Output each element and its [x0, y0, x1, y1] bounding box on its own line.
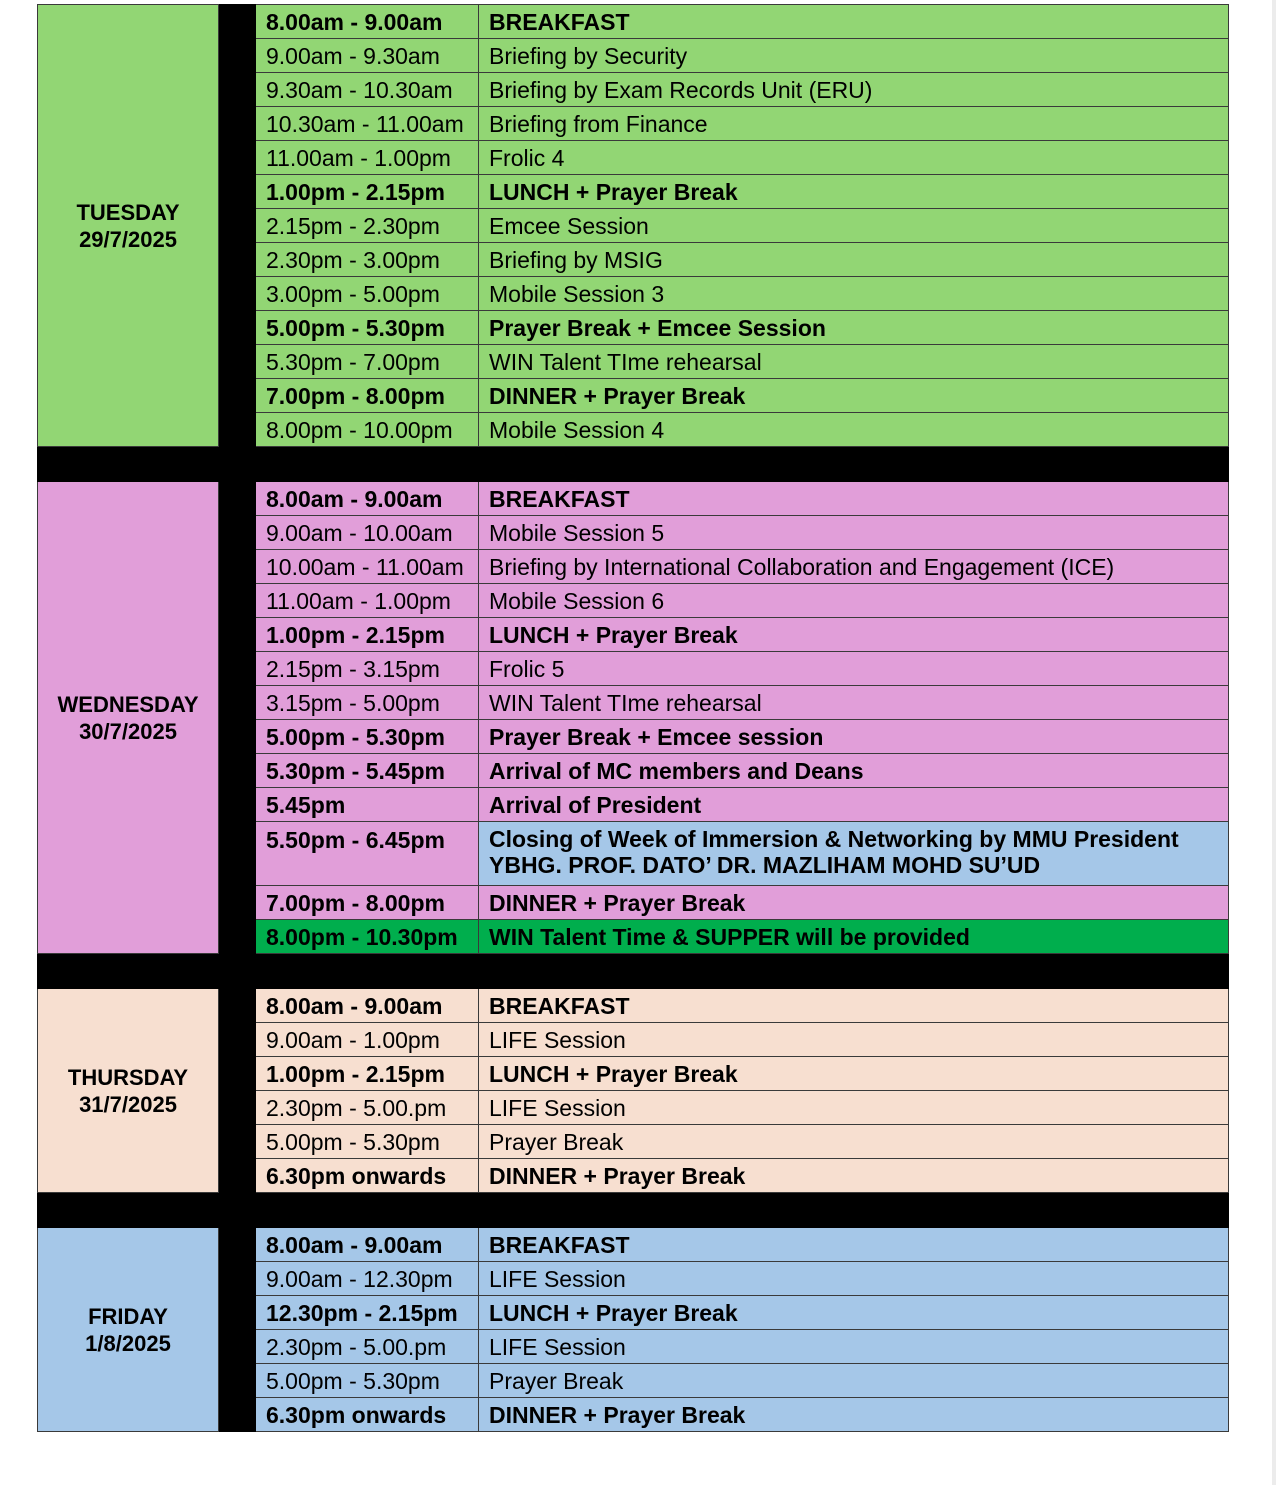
activity-cell: Briefing from Finance [479, 107, 1229, 141]
activity-cell: Prayer Break + Emcee session [479, 720, 1229, 754]
black-bar [219, 788, 256, 822]
activity-cell: Arrival of MC members and Deans [479, 754, 1229, 788]
activity-cell: Frolic 4 [479, 141, 1229, 175]
activity-cell: LUNCH + Prayer Break [479, 1057, 1229, 1091]
day-date: 1/8/2025 [85, 1330, 171, 1356]
activity-line: Closing of Week of Immersion & Networking by MMU President [489, 826, 1179, 852]
black-bar [219, 1057, 256, 1091]
time-cell: 2.30pm - 5.00.pm [256, 1091, 479, 1125]
black-bar [219, 989, 256, 1023]
time-cell: 9.00am - 12.30pm [256, 1262, 479, 1296]
time-cell: 5.00pm - 5.30pm [256, 311, 479, 345]
time-cell: 12.30pm - 2.15pm [256, 1296, 479, 1330]
black-bar [219, 1125, 256, 1159]
time-cell: 2.30pm - 5.00.pm [256, 1330, 479, 1364]
time-cell: 7.00pm - 8.00pm [256, 886, 479, 920]
black-bar [219, 345, 256, 379]
black-bar [219, 516, 256, 550]
activity-cell: BREAKFAST [479, 5, 1229, 39]
activity-cell: Mobile Session 6 [479, 584, 1229, 618]
black-bar [219, 686, 256, 720]
day-name: THURSDAY [67, 1064, 189, 1090]
black-bar [219, 652, 256, 686]
activity-cell: Briefing by International Collaboration and Engagement (ICE) [479, 550, 1229, 584]
day-name: TUESDAY [76, 199, 180, 225]
time-cell: 1.00pm - 2.15pm [256, 175, 479, 209]
black-bar [219, 720, 256, 754]
time-cell: 5.00pm - 5.30pm [256, 1125, 479, 1159]
activity-cell: LIFE Session [479, 1330, 1229, 1364]
activity-cell: Frolic 5 [479, 652, 1229, 686]
time-cell: 5.30pm - 5.45pm [256, 754, 479, 788]
day-cell-wednesday [38, 482, 219, 954]
separator-row [38, 447, 1229, 482]
day-name: FRIDAY [88, 1303, 168, 1329]
day-cell-friday [38, 1228, 219, 1432]
activity-cell: Briefing by Exam Records Unit (ERU) [479, 73, 1229, 107]
day-date: 31/7/2025 [79, 1091, 177, 1117]
time-cell: 5.30pm - 7.00pm [256, 345, 479, 379]
black-bar [219, 584, 256, 618]
black-bar [219, 920, 256, 954]
time-cell: 8.00am - 9.00am [256, 5, 479, 39]
time-cell: 5.50pm - 6.45pm [256, 822, 479, 886]
activity-cell: Prayer Break [479, 1125, 1229, 1159]
time-cell: 10.30am - 11.00am [256, 107, 479, 141]
time-cell: 10.00am - 11.00am [256, 550, 479, 584]
black-bar [219, 379, 256, 413]
page-edge [1272, 0, 1276, 1485]
black-bar [219, 1296, 256, 1330]
activity-cell: Emcee Session [479, 209, 1229, 243]
black-bar [219, 107, 256, 141]
activity-cell: Briefing by MSIG [479, 243, 1229, 277]
time-cell: 7.00pm - 8.00pm [256, 379, 479, 413]
time-cell: 1.00pm - 2.15pm [256, 618, 479, 652]
time-cell: 9.00am - 9.30am [256, 39, 479, 73]
day-date: 29/7/2025 [79, 226, 177, 252]
time-cell: 6.30pm onwards [256, 1159, 479, 1193]
time-cell: 8.00am - 9.00am [256, 482, 479, 516]
activity-cell: Arrival of President [479, 788, 1229, 822]
day-cell-tuesday [38, 5, 219, 447]
time-cell: 3.15pm - 5.00pm [256, 686, 479, 720]
black-bar [219, 550, 256, 584]
black-bar [219, 1159, 256, 1193]
time-cell: 2.15pm - 3.15pm [256, 652, 479, 686]
activity-cell: Prayer Break [479, 1364, 1229, 1398]
activity-cell: LUNCH + Prayer Break [479, 1296, 1229, 1330]
black-bar [219, 1091, 256, 1125]
activity-cell: WIN Talent TIme rehearsal [479, 686, 1229, 720]
activity-cell: Mobile Session 4 [479, 413, 1229, 447]
time-cell: 8.00pm - 10.00pm [256, 413, 479, 447]
table-row [38, 482, 1229, 516]
time-cell: 8.00pm - 10.30pm [256, 920, 479, 954]
black-bar [219, 209, 256, 243]
schedule-table [37, 4, 1229, 1432]
activity-cell: Mobile Session 3 [479, 277, 1229, 311]
activity-cell: LIFE Session [479, 1023, 1229, 1057]
day-cell-thursday [38, 989, 219, 1193]
activity-cell: LIFE Session [479, 1091, 1229, 1125]
black-bar [219, 73, 256, 107]
separator-row [38, 954, 1229, 989]
activity-cell: DINNER + Prayer Break [479, 1398, 1229, 1432]
black-bar [219, 754, 256, 788]
time-cell: 11.00am - 1.00pm [256, 141, 479, 175]
time-cell: 11.00am - 1.00pm [256, 584, 479, 618]
activity-line: YBHG. PROF. DATO’ DR. MAZLIHAM MOHD SU’UD [489, 852, 1041, 878]
black-bar [219, 1398, 256, 1432]
table-row [38, 989, 1229, 1023]
black-bar [219, 277, 256, 311]
activity-cell: Briefing by Security [479, 39, 1229, 73]
black-bar [219, 1023, 256, 1057]
time-cell: 2.15pm - 2.30pm [256, 209, 479, 243]
time-cell: 5.00pm - 5.30pm [256, 720, 479, 754]
time-cell: 2.30pm - 3.00pm [256, 243, 479, 277]
time-cell: 3.00pm - 5.00pm [256, 277, 479, 311]
activity-cell: Prayer Break + Emcee Session [479, 311, 1229, 345]
black-bar [219, 618, 256, 652]
time-cell: 8.00am - 9.00am [256, 1228, 479, 1262]
time-cell: 9.30am - 10.30am [256, 73, 479, 107]
activity-cell: BREAKFAST [479, 989, 1229, 1023]
black-bar [219, 413, 256, 447]
day-date: 30/7/2025 [79, 718, 177, 744]
black-bar [219, 141, 256, 175]
black-bar [219, 1330, 256, 1364]
activity-cell: LIFE Session [479, 1262, 1229, 1296]
black-bar [219, 886, 256, 920]
table-row [38, 5, 1229, 39]
black-bar [219, 822, 256, 886]
time-cell: 5.00pm - 5.30pm [256, 1364, 479, 1398]
black-bar [219, 175, 256, 209]
black-bar [219, 482, 256, 516]
table-row [38, 1228, 1229, 1262]
activity-cell: WIN Talent TIme rehearsal [479, 345, 1229, 379]
time-cell: 6.30pm onwards [256, 1398, 479, 1432]
activity-cell: LUNCH + Prayer Break [479, 618, 1229, 652]
time-cell: 1.00pm - 2.15pm [256, 1057, 479, 1091]
black-bar [219, 311, 256, 345]
time-cell: 8.00am - 9.00am [256, 989, 479, 1023]
activity-cell: WIN Talent Time & SUPPER will be provided [479, 920, 1229, 954]
black-bar [219, 243, 256, 277]
black-bar [219, 1262, 256, 1296]
activity-cell: DINNER + Prayer Break [479, 1159, 1229, 1193]
black-bar [219, 1228, 256, 1262]
activity-cell: BREAKFAST [479, 482, 1229, 516]
time-cell: 5.45pm [256, 788, 479, 822]
activity-cell: Mobile Session 5 [479, 516, 1229, 550]
time-cell: 9.00am - 1.00pm [256, 1023, 479, 1057]
activity-cell: DINNER + Prayer Break [479, 886, 1229, 920]
activity-cell: DINNER + Prayer Break [479, 379, 1229, 413]
day-name: WEDNESDAY [57, 691, 199, 717]
black-bar [219, 5, 256, 39]
activity-cell: LUNCH + Prayer Break [479, 175, 1229, 209]
activity-cell-closing [479, 822, 1229, 886]
separator-row [38, 1193, 1229, 1228]
activity-cell: BREAKFAST [479, 1228, 1229, 1262]
time-cell: 9.00am - 10.00am [256, 516, 479, 550]
black-bar [219, 39, 256, 73]
black-bar [219, 1364, 256, 1398]
